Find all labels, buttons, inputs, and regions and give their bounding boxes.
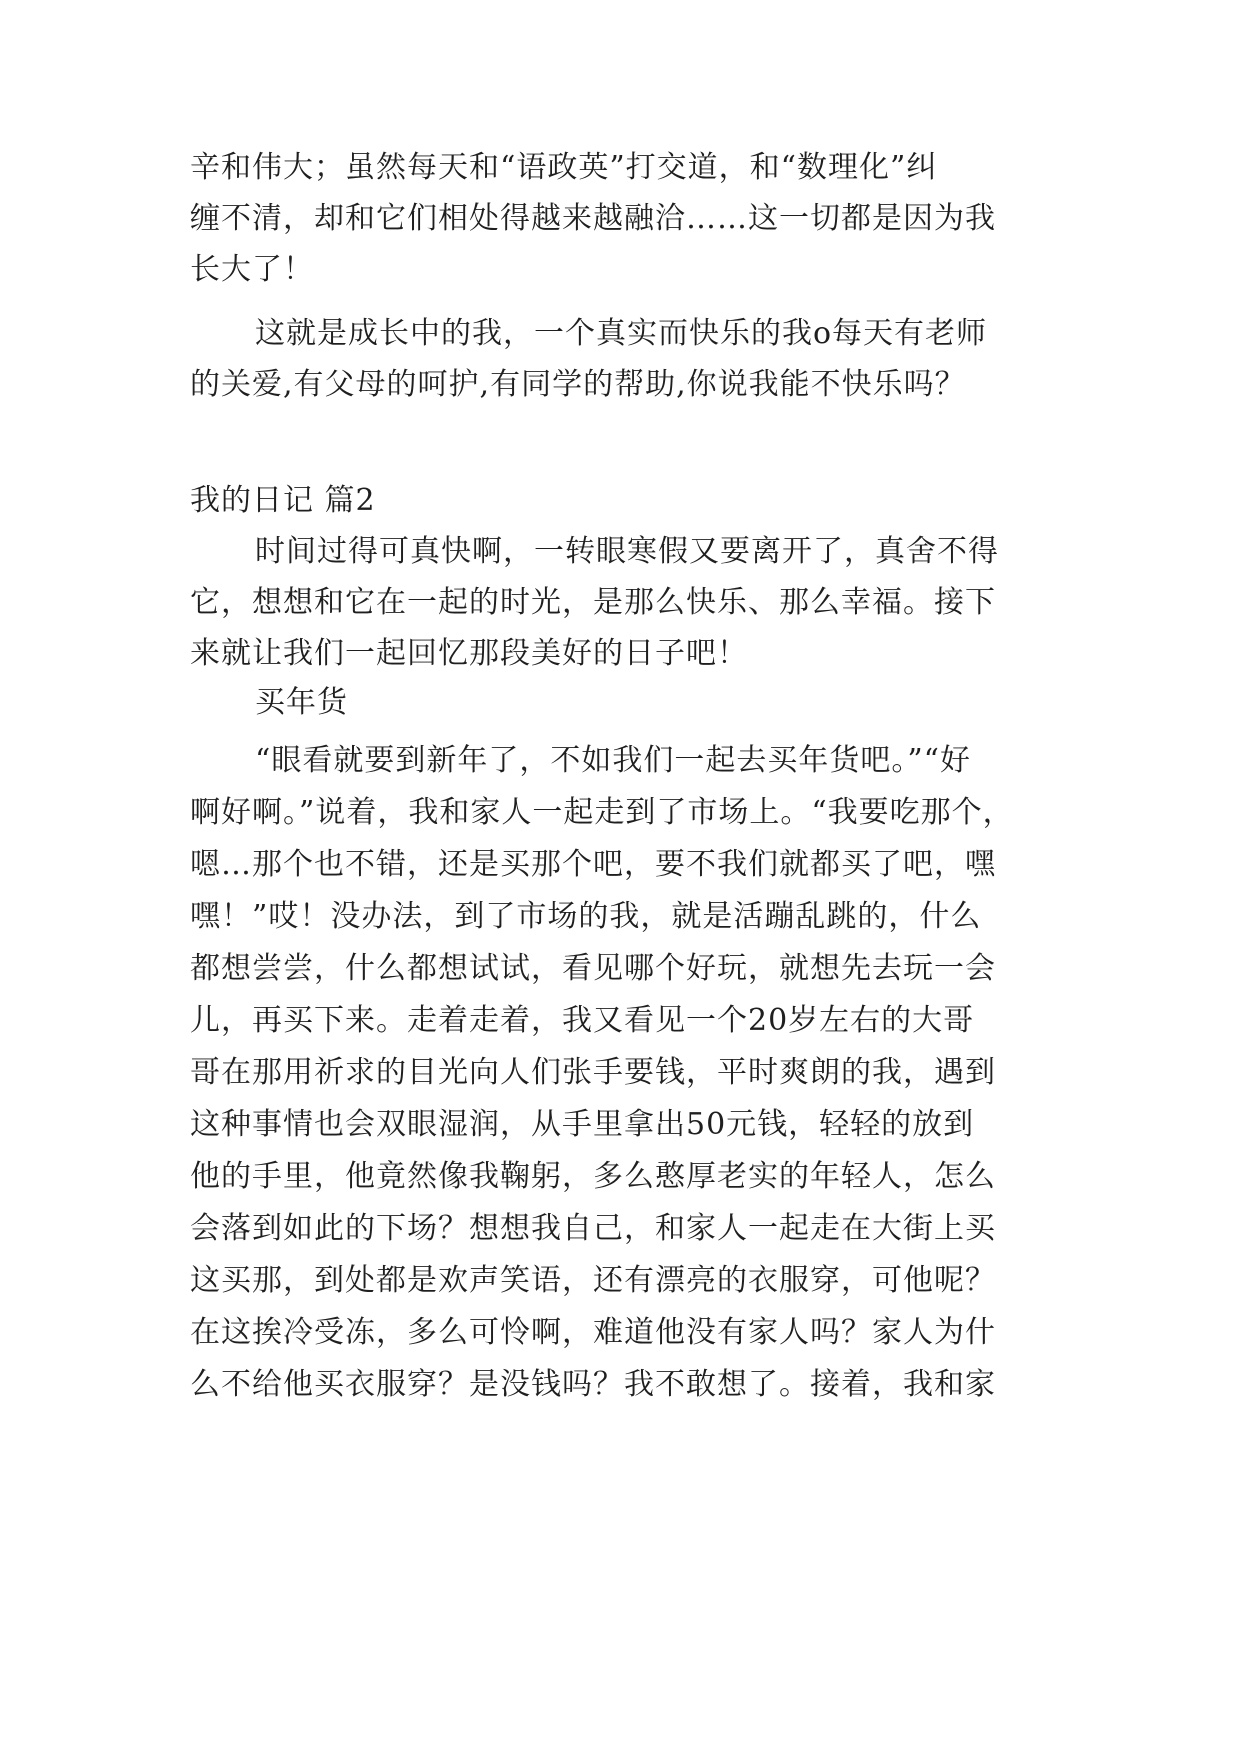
text-line: 么不给他买衣服穿？是没钱吗？我不敢想了。接着，我和家 (190, 1367, 996, 1402)
text-line: 的关爱,有父母的呵护,有同学的帮助,你说我能不快乐吗？ (190, 367, 966, 402)
text-line: 这买那，到处都是欢声笑语，还有漂亮的衣服穿，可他呢？ (190, 1263, 996, 1298)
text-line: 嗯…那个也不错，还是买那个吧，要不我们就都买了吧，嘿 (190, 847, 996, 882)
text-line: 这就是成长中的我，一个真实而快乐的我ο每天有老师 (255, 316, 988, 351)
text-line: 哥在那用祈求的目光向人们张手要钱，平时爽朗的我，遇到 (190, 1055, 996, 1090)
text-line: 辛和伟大；虽然每天和“语政英”打交道，和“数理化”纠 (190, 150, 938, 185)
section-heading: 我的日记 篇2 (190, 483, 376, 518)
text-line: 这种事情也会双眼湿润，从手里拿出50元钱，轻轻的放到 (190, 1107, 975, 1142)
text-line: 缠不清，却和它们相处得越来越融洽……这一切都是因为我 (190, 201, 996, 236)
text-line: 在这挨冷受冻，多么可怜啊，难道他没有家人吗？家人为什 (190, 1315, 996, 1350)
text-line: 啊好啊。”说着，我和家人一起走到了市场上。“我要吃那个， (190, 795, 1014, 830)
text-line: 嘿！”哎！没办法，到了市场的我，就是活蹦乱跳的，什么 (190, 899, 982, 934)
text-line: 时间过得可真快啊，一转眼寒假又要离开了，真舍不得 (255, 534, 999, 569)
text-line: 儿，再买下来。走着走着，我又看见一个20岁左右的大哥 (190, 1003, 975, 1038)
text-line: 来就让我们一起回忆那段美好的日子吧！ (190, 636, 748, 671)
text-line: “眼看就要到新年了，不如我们一起去买年货吧。”“好 (255, 743, 972, 778)
text-line: 会落到如此的下场？想想我自己，和家人一起走在大街上买 (190, 1211, 996, 1246)
text-line: 都想尝尝，什么都想试试，看见哪个好玩，就想先去玩一会 (190, 951, 996, 986)
subheading: 买年货 (255, 685, 348, 720)
text-line: 长大了！ (190, 252, 314, 287)
text-line: 他的手里，他竟然像我鞠躬，多么憨厚老实的年轻人，怎么 (190, 1159, 996, 1194)
text-line: 它，想想和它在一起的时光，是那么快乐、那么幸福。接下 (190, 585, 996, 620)
